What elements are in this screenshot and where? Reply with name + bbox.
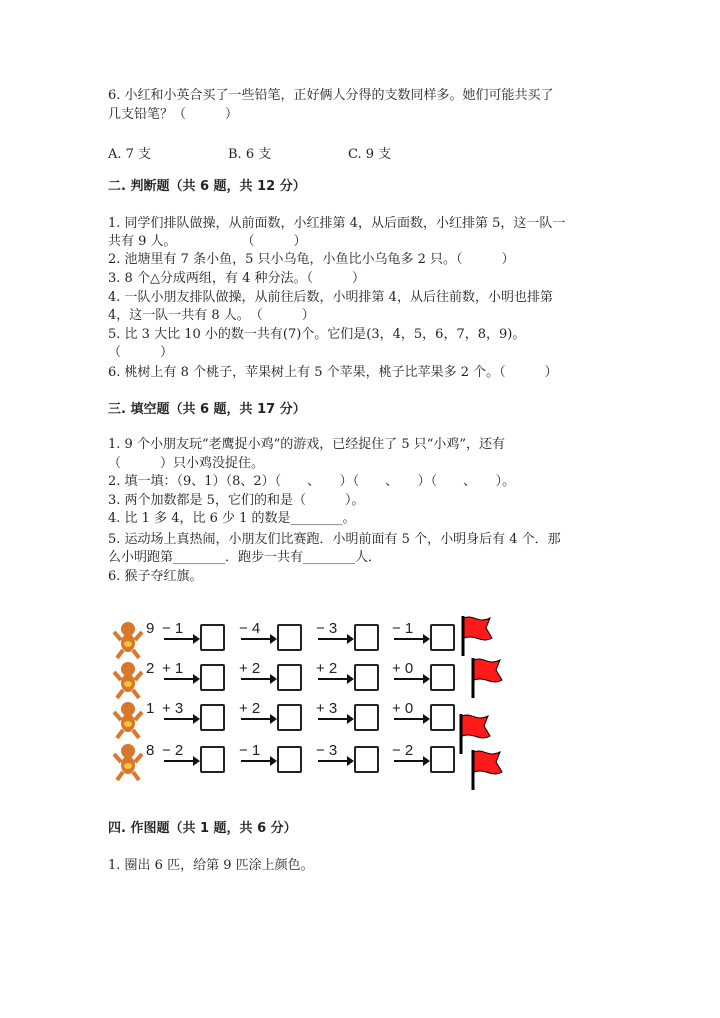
operation-label: + 2 [239,700,261,717]
operation-label: − 1 [162,620,184,637]
answer-box[interactable] [200,664,225,691]
answer-box[interactable] [430,704,455,731]
answer-box[interactable] [200,746,225,773]
section2-heading: 二. 判断题（共 6 题，共 12 分） [108,179,306,194]
monkey-icon [112,700,144,740]
start-number: 8 [146,742,155,759]
operation-label: + 0 [392,660,414,677]
section3-line: 么小明跑第________．跑步一共有________人． [108,550,382,565]
arrow-icon [241,760,275,762]
answer-box[interactable] [354,664,379,691]
operation-label: + 0 [392,700,414,717]
section3-line: 3. 两个加数都是 5，它们的和是（ ）。 [108,493,365,508]
section3-line: （ ）只小鸡没捉住。 [108,456,265,471]
answer-box[interactable] [430,664,455,691]
arrow-icon [241,638,275,640]
operation-label: − 3 [316,742,338,759]
section2-line: 2. 池塘里有 7 条小鱼，5 只小乌龟，小鱼比小乌龟多 2 只。（ ） [108,252,515,267]
answer-box[interactable] [277,746,302,773]
puzzle-row [112,620,512,660]
start-number: 9 [146,620,155,637]
puzzle-row [112,660,512,700]
red-flag-icon [460,614,500,658]
arrow-icon [318,678,352,680]
arrow-icon [318,638,352,640]
operation-label: − 2 [162,742,184,759]
answer-box[interactable] [430,624,455,651]
arrow-icon [164,718,198,720]
arrow-icon [394,678,428,680]
operation-label: − 3 [316,620,338,637]
answer-box[interactable] [200,624,225,651]
arrow-icon [318,718,352,720]
operation-label: − 2 [392,742,414,759]
arrow-icon [164,760,198,762]
arrow-icon [394,718,428,720]
answer-box[interactable] [277,624,302,651]
section3-heading: 三. 填空题（共 6 题，共 17 分） [108,402,306,417]
operation-label: + 1 [162,660,184,677]
operation-label: − 1 [392,620,414,637]
section2-line: 6. 桃树上有 8 个桃子，苹果树上有 5 个苹果，桃子比苹果多 2 个。（ ） [108,365,558,380]
option-b: B. 6 支 [228,147,272,162]
operation-label: + 2 [316,660,338,677]
arrow-icon [241,718,275,720]
section2-line: 5. 比 3 大比 10 小的数一共有(7)个。它们是(3，4，5，6，7，8，9)。 [108,327,526,342]
answer-box[interactable] [277,704,302,731]
operation-label: − 1 [239,742,261,759]
operation-label: + 3 [316,700,338,717]
answer-box[interactable] [200,704,225,731]
q6-line2: 几支铅笔？（ ） [108,107,239,122]
section3-line: 2. 填一填：（9、1）（8、2）（ 、 ）（ 、 ）（ 、 ）。 [108,474,516,489]
puzzle-row [112,742,512,782]
section2-line: 1. 同学们排队做操，从前面数，小红排第 4，从后面数，小红排第 5，这一队一 [108,216,566,231]
monkey-icon [112,742,144,782]
operation-label: + 2 [239,660,261,677]
monkey-icon [112,620,144,660]
arrow-icon [241,678,275,680]
section3-line: 5. 运动场上真热闹，小朋友们比赛跑．小明前面有 5 个，小明身后有 4 个．那 [108,532,561,547]
answer-box[interactable] [354,624,379,651]
puzzle-row [112,700,512,740]
answer-box[interactable] [354,704,379,731]
answer-box[interactable] [354,746,379,773]
arrow-icon [164,638,198,640]
start-number: 1 [146,700,155,717]
section3-line: 6. 猴子夺红旗。 [108,569,203,584]
section2-line: 共有 9 人。 （ ） [108,234,307,249]
arrow-icon [164,678,198,680]
section2-line: 4，这一队一共有 8 人。 （ ） [108,308,315,323]
answer-box[interactable] [277,664,302,691]
arrow-icon [318,760,352,762]
answer-box[interactable] [430,746,455,773]
red-flag-icon [470,656,510,700]
arrow-icon [394,638,428,640]
section2-line: （ ） [108,345,174,360]
option-c: C. 9 支 [348,147,392,162]
arrow-icon [394,760,428,762]
operation-label: + 3 [162,700,184,717]
section3-line: 1. 9 个小朋友玩“老鹰捉小鸡”的游戏，已经捉住了 5 只“小鸡”，还有 [108,437,506,452]
section4-heading: 四. 作图题（共 1 题，共 6 分） [108,821,297,836]
section3-line: 4. 比 1 多 4，比 6 少 1 的数是________。 [108,511,356,526]
option-a: A. 7 支 [108,147,152,162]
section2-line: 4. 一队小朋友排队做操，从前往后数，小明排第 4，从后往前数，小明也排第 [108,290,553,305]
section2-line: 3. 8 个△分成两组，有 4 种分法。（ ） [108,271,365,286]
monkey-icon [112,660,144,700]
start-number: 2 [146,660,155,677]
q6-line1: 6. 小红和小英合买了一些铅笔，正好俩人分得的支数同样多。她们可能共买了 [108,88,554,103]
operation-label: − 4 [239,620,261,637]
section4-line: 1. 圈出 6 匹，给第 9 匹涂上颜色。 [108,858,314,873]
red-flag-icon [470,748,510,792]
